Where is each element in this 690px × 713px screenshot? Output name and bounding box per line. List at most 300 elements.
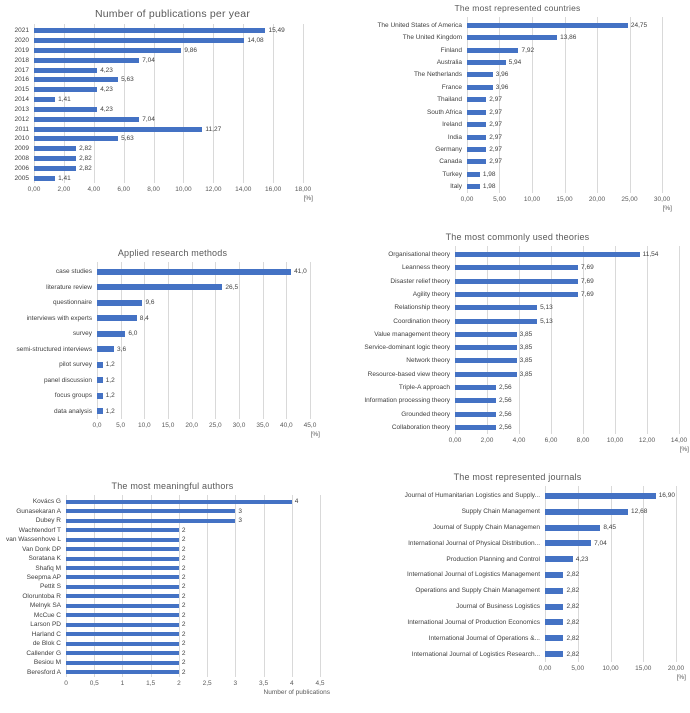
bar-row bbox=[0, 630, 345, 639]
value-label: 4,23 bbox=[575, 555, 589, 563]
bar bbox=[97, 393, 103, 399]
bar-track bbox=[545, 603, 676, 610]
bar bbox=[467, 85, 493, 90]
bar-row bbox=[0, 388, 345, 404]
category-label: Journal of Humanitarian Logistics and Supply... bbox=[404, 492, 540, 500]
category-label: France bbox=[441, 83, 462, 91]
value-label: 3,85 bbox=[519, 370, 533, 378]
value-label: 26,5 bbox=[225, 283, 239, 291]
category-label: Information processing theory bbox=[364, 397, 450, 405]
bar-row bbox=[0, 326, 345, 342]
bar-track bbox=[66, 583, 320, 590]
bar-track bbox=[34, 47, 303, 54]
x-tick-label: 15,00 bbox=[635, 665, 652, 672]
bar-rows bbox=[0, 26, 345, 183]
bar-row bbox=[345, 288, 690, 301]
bar bbox=[66, 661, 179, 665]
category-label: 2019 bbox=[14, 47, 29, 55]
bar-row bbox=[0, 105, 345, 115]
category-label: Beresford A bbox=[27, 668, 61, 676]
x-tick-label: 0,00 bbox=[538, 665, 552, 672]
x-tick-label: 12,00 bbox=[205, 186, 222, 193]
bar-row bbox=[0, 280, 345, 296]
value-label: 2 bbox=[181, 564, 186, 572]
bar-row bbox=[0, 525, 345, 534]
x-tick-label: 18,00 bbox=[294, 186, 312, 193]
bar bbox=[34, 107, 97, 112]
bar-row bbox=[345, 94, 690, 106]
bar-row bbox=[0, 516, 345, 525]
category-label: Italy bbox=[450, 183, 462, 191]
bar-rows bbox=[345, 248, 690, 434]
bar-track bbox=[66, 669, 320, 676]
category-label: van Wassenhove L bbox=[5, 536, 61, 544]
x-tick-label: 4,5 bbox=[315, 680, 325, 687]
bar bbox=[467, 60, 506, 65]
bar-track bbox=[467, 134, 662, 141]
value-label: 2 bbox=[181, 526, 186, 534]
category-label: 2006 bbox=[14, 164, 29, 172]
bar bbox=[97, 377, 103, 383]
value-label: 2 bbox=[181, 592, 186, 600]
bar-row bbox=[0, 75, 345, 85]
bar-row bbox=[0, 342, 345, 358]
category-label: interviews with experts bbox=[26, 314, 92, 322]
chart-title: The most meaningful authors bbox=[111, 481, 234, 491]
bar-track bbox=[97, 361, 310, 368]
bar-row bbox=[0, 601, 345, 610]
bar-track bbox=[66, 640, 320, 647]
value-label: 7,92 bbox=[521, 46, 535, 54]
bar-row bbox=[0, 134, 345, 144]
bar-track bbox=[34, 175, 303, 182]
value-label: 2,97 bbox=[489, 158, 502, 166]
bar-row bbox=[345, 407, 690, 420]
bar-row bbox=[0, 535, 345, 544]
bar bbox=[34, 176, 55, 181]
value-label: 2,56 bbox=[498, 410, 512, 418]
bar-row bbox=[0, 373, 345, 389]
category-label: literature review bbox=[46, 283, 92, 291]
bar bbox=[545, 556, 573, 562]
value-label: 3,85 bbox=[519, 357, 533, 365]
value-label: 1,2 bbox=[105, 376, 115, 384]
bar-track bbox=[34, 106, 303, 113]
x-axis bbox=[92, 419, 317, 430]
value-label: 3,6 bbox=[117, 345, 127, 353]
value-label: 5,63 bbox=[121, 135, 134, 143]
category-label: Journal of Supply Chain Managemen bbox=[433, 524, 540, 532]
bar-row bbox=[345, 106, 690, 118]
bar-track bbox=[97, 268, 310, 275]
bar-row bbox=[0, 573, 345, 582]
bar bbox=[455, 279, 578, 284]
bar bbox=[545, 651, 563, 657]
bar-track bbox=[467, 47, 662, 54]
bar-row bbox=[345, 180, 690, 192]
category-label: Supply Chain Management bbox=[461, 508, 540, 516]
bar-row bbox=[0, 357, 345, 373]
bar-row bbox=[0, 563, 345, 572]
bar bbox=[66, 538, 179, 542]
bar bbox=[66, 651, 179, 655]
category-label: questionnaire bbox=[52, 299, 92, 307]
bar-track bbox=[66, 593, 320, 600]
bar-track bbox=[34, 57, 303, 64]
bar bbox=[467, 72, 493, 77]
bar bbox=[97, 315, 137, 321]
bar-row bbox=[345, 156, 690, 168]
bar-rows bbox=[345, 488, 690, 662]
bar-row bbox=[345, 368, 690, 381]
bar-track bbox=[467, 121, 662, 128]
bar-track bbox=[66, 498, 320, 505]
bar bbox=[455, 332, 517, 337]
bar bbox=[34, 68, 97, 73]
value-label: 1,98 bbox=[482, 183, 496, 191]
chart-title: Applied research methods bbox=[117, 248, 228, 258]
x-tick-label: 0 bbox=[64, 680, 68, 687]
bar-row bbox=[345, 301, 690, 314]
bar bbox=[467, 35, 557, 40]
category-label: Relationship theory bbox=[394, 304, 450, 312]
bar bbox=[66, 585, 179, 589]
bar-track bbox=[34, 86, 303, 93]
bar-row bbox=[0, 544, 345, 553]
bar-row bbox=[0, 620, 345, 629]
bar-row bbox=[0, 667, 345, 676]
x-tick-label: 0,00 bbox=[460, 196, 474, 203]
bar-track bbox=[66, 517, 320, 524]
bar-row bbox=[345, 56, 690, 68]
value-label: 4,23 bbox=[100, 66, 113, 74]
category-label: Journal of Business Logistics bbox=[456, 603, 540, 611]
bar-row bbox=[0, 611, 345, 620]
bar-track bbox=[467, 84, 662, 91]
bar-row bbox=[0, 295, 345, 311]
bar-track bbox=[66, 631, 320, 638]
bar bbox=[545, 493, 656, 499]
bar-row bbox=[0, 639, 345, 648]
x-tick-label: 10,00 bbox=[523, 196, 541, 203]
bar-row bbox=[0, 26, 345, 36]
bar-track bbox=[66, 659, 320, 666]
bar-track bbox=[97, 392, 310, 399]
bar bbox=[34, 77, 118, 82]
bar bbox=[97, 331, 125, 337]
category-label: Wachtendorf T bbox=[18, 526, 61, 534]
bar bbox=[467, 110, 486, 115]
bar-row bbox=[0, 124, 345, 134]
category-label: Besiou M bbox=[33, 659, 61, 667]
bar-track bbox=[34, 37, 303, 44]
bar bbox=[34, 136, 118, 141]
bar-track bbox=[66, 650, 320, 657]
bar-row bbox=[0, 264, 345, 280]
bar-row bbox=[345, 19, 690, 31]
value-label: 2,97 bbox=[489, 108, 502, 116]
value-label: 2 bbox=[181, 611, 186, 619]
value-label: 7,69 bbox=[581, 290, 594, 298]
value-label: 2 bbox=[181, 668, 186, 676]
bar bbox=[66, 509, 235, 513]
chart-title: Number of publications per year bbox=[94, 8, 251, 20]
x-tick-label: 1 bbox=[120, 680, 125, 687]
bar bbox=[467, 97, 486, 102]
bar bbox=[545, 635, 563, 641]
bar bbox=[545, 588, 563, 594]
value-label: 8,4 bbox=[139, 314, 149, 322]
bar-track bbox=[467, 22, 662, 29]
bar-track bbox=[66, 508, 320, 515]
bar bbox=[467, 172, 480, 177]
chart-panel-publications-per-year bbox=[0, 0, 345, 222]
bar-row bbox=[345, 504, 690, 520]
bar-row bbox=[0, 65, 345, 75]
chart-title: The most represented journals bbox=[453, 472, 582, 482]
bar-row bbox=[345, 69, 690, 81]
bar-row bbox=[345, 44, 690, 56]
category-label: The United States of America bbox=[377, 21, 462, 29]
bar-row bbox=[345, 567, 690, 583]
bar-row bbox=[345, 131, 690, 143]
bar-track bbox=[97, 315, 310, 322]
x-tick-label: 15,00 bbox=[556, 196, 573, 203]
value-label: 3,96 bbox=[495, 83, 509, 91]
category-label: data analysis bbox=[54, 407, 92, 415]
value-label: 2 bbox=[181, 555, 186, 563]
bar-track bbox=[467, 109, 662, 116]
bar-track bbox=[545, 571, 676, 578]
bar-row bbox=[345, 599, 690, 615]
bar-track bbox=[467, 59, 662, 66]
category-label: International Journal of Logistics Management bbox=[407, 571, 540, 579]
category-label: Kovács G bbox=[32, 498, 61, 506]
bar-row bbox=[0, 163, 345, 173]
category-label: Leanness theory bbox=[401, 264, 450, 272]
bar-track bbox=[455, 371, 679, 378]
chart-panel-authors bbox=[0, 466, 345, 713]
category-label: Soratana K bbox=[28, 555, 61, 563]
x-tick-label: 15,0 bbox=[161, 422, 175, 429]
bar bbox=[34, 156, 76, 161]
bar-track bbox=[97, 346, 310, 353]
bar bbox=[66, 623, 179, 627]
chart-title: The most commonly used theories bbox=[445, 232, 590, 242]
x-axis-unit-label: [%] bbox=[679, 446, 689, 453]
x-tick-label: 5,0 bbox=[116, 422, 126, 429]
bar-track bbox=[66, 621, 320, 628]
value-label: 2 bbox=[181, 649, 186, 657]
category-label: Seepma AP bbox=[26, 573, 61, 581]
value-label: 5,94 bbox=[508, 58, 522, 66]
category-label: 2013 bbox=[14, 105, 29, 113]
bar-track bbox=[455, 357, 679, 364]
x-tick-label: 0,00 bbox=[448, 437, 462, 444]
bar-track bbox=[34, 76, 303, 83]
bar bbox=[97, 269, 291, 275]
bar-row bbox=[345, 535, 690, 551]
category-label: case studies bbox=[55, 268, 92, 276]
bar-track bbox=[545, 619, 676, 626]
bar bbox=[545, 619, 563, 625]
category-label: Production Planning and Control bbox=[446, 555, 540, 563]
x-axis-unit-label: Number of publications bbox=[263, 689, 330, 696]
bar-track bbox=[34, 145, 303, 152]
value-label: 13,86 bbox=[560, 34, 577, 42]
bar-track bbox=[455, 304, 679, 311]
bar-track bbox=[545, 587, 676, 594]
value-label: 2,56 bbox=[498, 397, 512, 405]
bar bbox=[34, 28, 265, 33]
category-label: South Africa bbox=[426, 108, 462, 116]
category-label: McCue C bbox=[33, 611, 61, 619]
bar-row bbox=[345, 143, 690, 155]
bar-row bbox=[0, 592, 345, 601]
bar-row bbox=[345, 551, 690, 567]
category-label: International Journal of Physical Distribution... bbox=[408, 539, 540, 547]
value-label: 2,82 bbox=[566, 650, 580, 658]
category-label: 2018 bbox=[14, 56, 29, 64]
category-label: 2005 bbox=[14, 174, 29, 182]
bar bbox=[34, 127, 202, 132]
bar-row bbox=[0, 55, 345, 65]
bar bbox=[66, 547, 179, 551]
x-tick-label: 3,5 bbox=[259, 680, 269, 687]
bar-row bbox=[0, 404, 345, 420]
bar-row bbox=[0, 114, 345, 124]
x-tick-label: 2,00 bbox=[480, 437, 494, 444]
x-tick-label: 8,00 bbox=[147, 186, 160, 193]
bar-row bbox=[0, 506, 345, 515]
bar-row bbox=[345, 583, 690, 599]
x-tick-label: 2,5 bbox=[202, 680, 212, 687]
value-label: 7,69 bbox=[581, 277, 594, 285]
bar bbox=[467, 135, 486, 140]
category-label: Melnyk SA bbox=[29, 602, 61, 610]
bar-row bbox=[0, 85, 345, 95]
category-label: 2021 bbox=[14, 27, 29, 35]
bar-row bbox=[345, 31, 690, 43]
value-label: 2 bbox=[181, 583, 186, 591]
bar bbox=[455, 358, 517, 363]
x-tick-label: 10,00 bbox=[175, 186, 192, 193]
bar-row bbox=[345, 615, 690, 631]
category-label: Value management theory bbox=[374, 330, 450, 338]
value-label: 24,75 bbox=[630, 21, 648, 29]
bar bbox=[34, 117, 139, 122]
bar-track bbox=[66, 565, 320, 572]
value-label: 2,82 bbox=[79, 145, 92, 153]
category-label: pilot survey bbox=[59, 361, 92, 369]
x-tick-label: 8,00 bbox=[576, 437, 590, 444]
x-axis-unit-label: [%] bbox=[676, 674, 686, 681]
value-label: 2,56 bbox=[498, 383, 512, 391]
bar-track bbox=[455, 264, 679, 271]
bar-track bbox=[455, 397, 679, 404]
chart-panel-research-methods bbox=[0, 222, 345, 466]
value-label: 3,85 bbox=[519, 330, 533, 338]
bar-track bbox=[455, 291, 679, 298]
value-label: 16,90 bbox=[658, 492, 675, 500]
x-axis-unit-label: [%] bbox=[310, 431, 320, 438]
category-label: survey bbox=[72, 330, 92, 338]
bar-track bbox=[467, 34, 662, 41]
bar-track bbox=[467, 146, 662, 153]
bar bbox=[66, 557, 179, 561]
value-label: 2,97 bbox=[489, 133, 502, 141]
bar bbox=[66, 566, 179, 570]
category-label: Canada bbox=[439, 158, 462, 166]
chart-panel-journals bbox=[345, 466, 690, 713]
bar-track bbox=[34, 27, 303, 34]
value-label: 2 bbox=[181, 640, 186, 648]
category-label: 2009 bbox=[14, 145, 29, 153]
value-label: 2 bbox=[181, 545, 186, 553]
bar-row bbox=[0, 658, 345, 667]
bar-row bbox=[0, 144, 345, 154]
bar bbox=[467, 147, 486, 152]
bar-track bbox=[66, 612, 320, 619]
value-label: 1,41 bbox=[58, 174, 71, 182]
category-label: Germany bbox=[435, 145, 462, 153]
bar-track bbox=[455, 331, 679, 338]
bar-track bbox=[545, 508, 676, 515]
bar bbox=[34, 166, 76, 171]
bar-rows bbox=[0, 497, 345, 677]
bar bbox=[97, 300, 142, 306]
value-label: 41,0 bbox=[294, 268, 307, 276]
bar-track bbox=[66, 555, 320, 562]
category-label: Pettit S bbox=[40, 583, 61, 591]
bar bbox=[66, 604, 179, 608]
bar bbox=[455, 398, 496, 403]
bar bbox=[66, 519, 235, 523]
bar-track bbox=[34, 126, 303, 133]
bar-track bbox=[455, 424, 679, 431]
value-label: 2 bbox=[181, 630, 186, 638]
bar-row bbox=[0, 36, 345, 46]
bar bbox=[545, 525, 600, 531]
x-tick-label: 5,00 bbox=[571, 665, 585, 672]
x-axis bbox=[538, 662, 685, 673]
value-label: 11,27 bbox=[205, 125, 222, 133]
bar-track bbox=[34, 96, 303, 103]
category-label: Operations and Supply Chain Management bbox=[415, 587, 540, 595]
x-axis-unit-label: [%] bbox=[303, 195, 313, 202]
x-tick-label: 4,00 bbox=[512, 437, 526, 444]
x-tick-label: 1,5 bbox=[146, 680, 156, 687]
category-label: Resource-based view theory bbox=[367, 370, 450, 378]
bar-row bbox=[345, 421, 690, 434]
bar-row bbox=[345, 248, 690, 261]
category-label: India bbox=[447, 133, 462, 141]
category-label: panel discussion bbox=[43, 376, 92, 384]
bar-track bbox=[455, 251, 679, 258]
bar-track bbox=[467, 171, 662, 178]
bar-row bbox=[345, 488, 690, 504]
bar-track bbox=[545, 540, 676, 547]
category-label: Dubey R bbox=[35, 517, 61, 525]
bar-track bbox=[545, 635, 676, 642]
x-tick-label: 10,00 bbox=[606, 437, 624, 444]
x-tick-label: 10,0 bbox=[138, 422, 151, 429]
value-label: 1,98 bbox=[482, 170, 496, 178]
bar bbox=[66, 594, 179, 598]
x-tick-label: 14,00 bbox=[235, 186, 252, 193]
value-label: 2,82 bbox=[566, 603, 580, 611]
bar bbox=[467, 122, 486, 127]
